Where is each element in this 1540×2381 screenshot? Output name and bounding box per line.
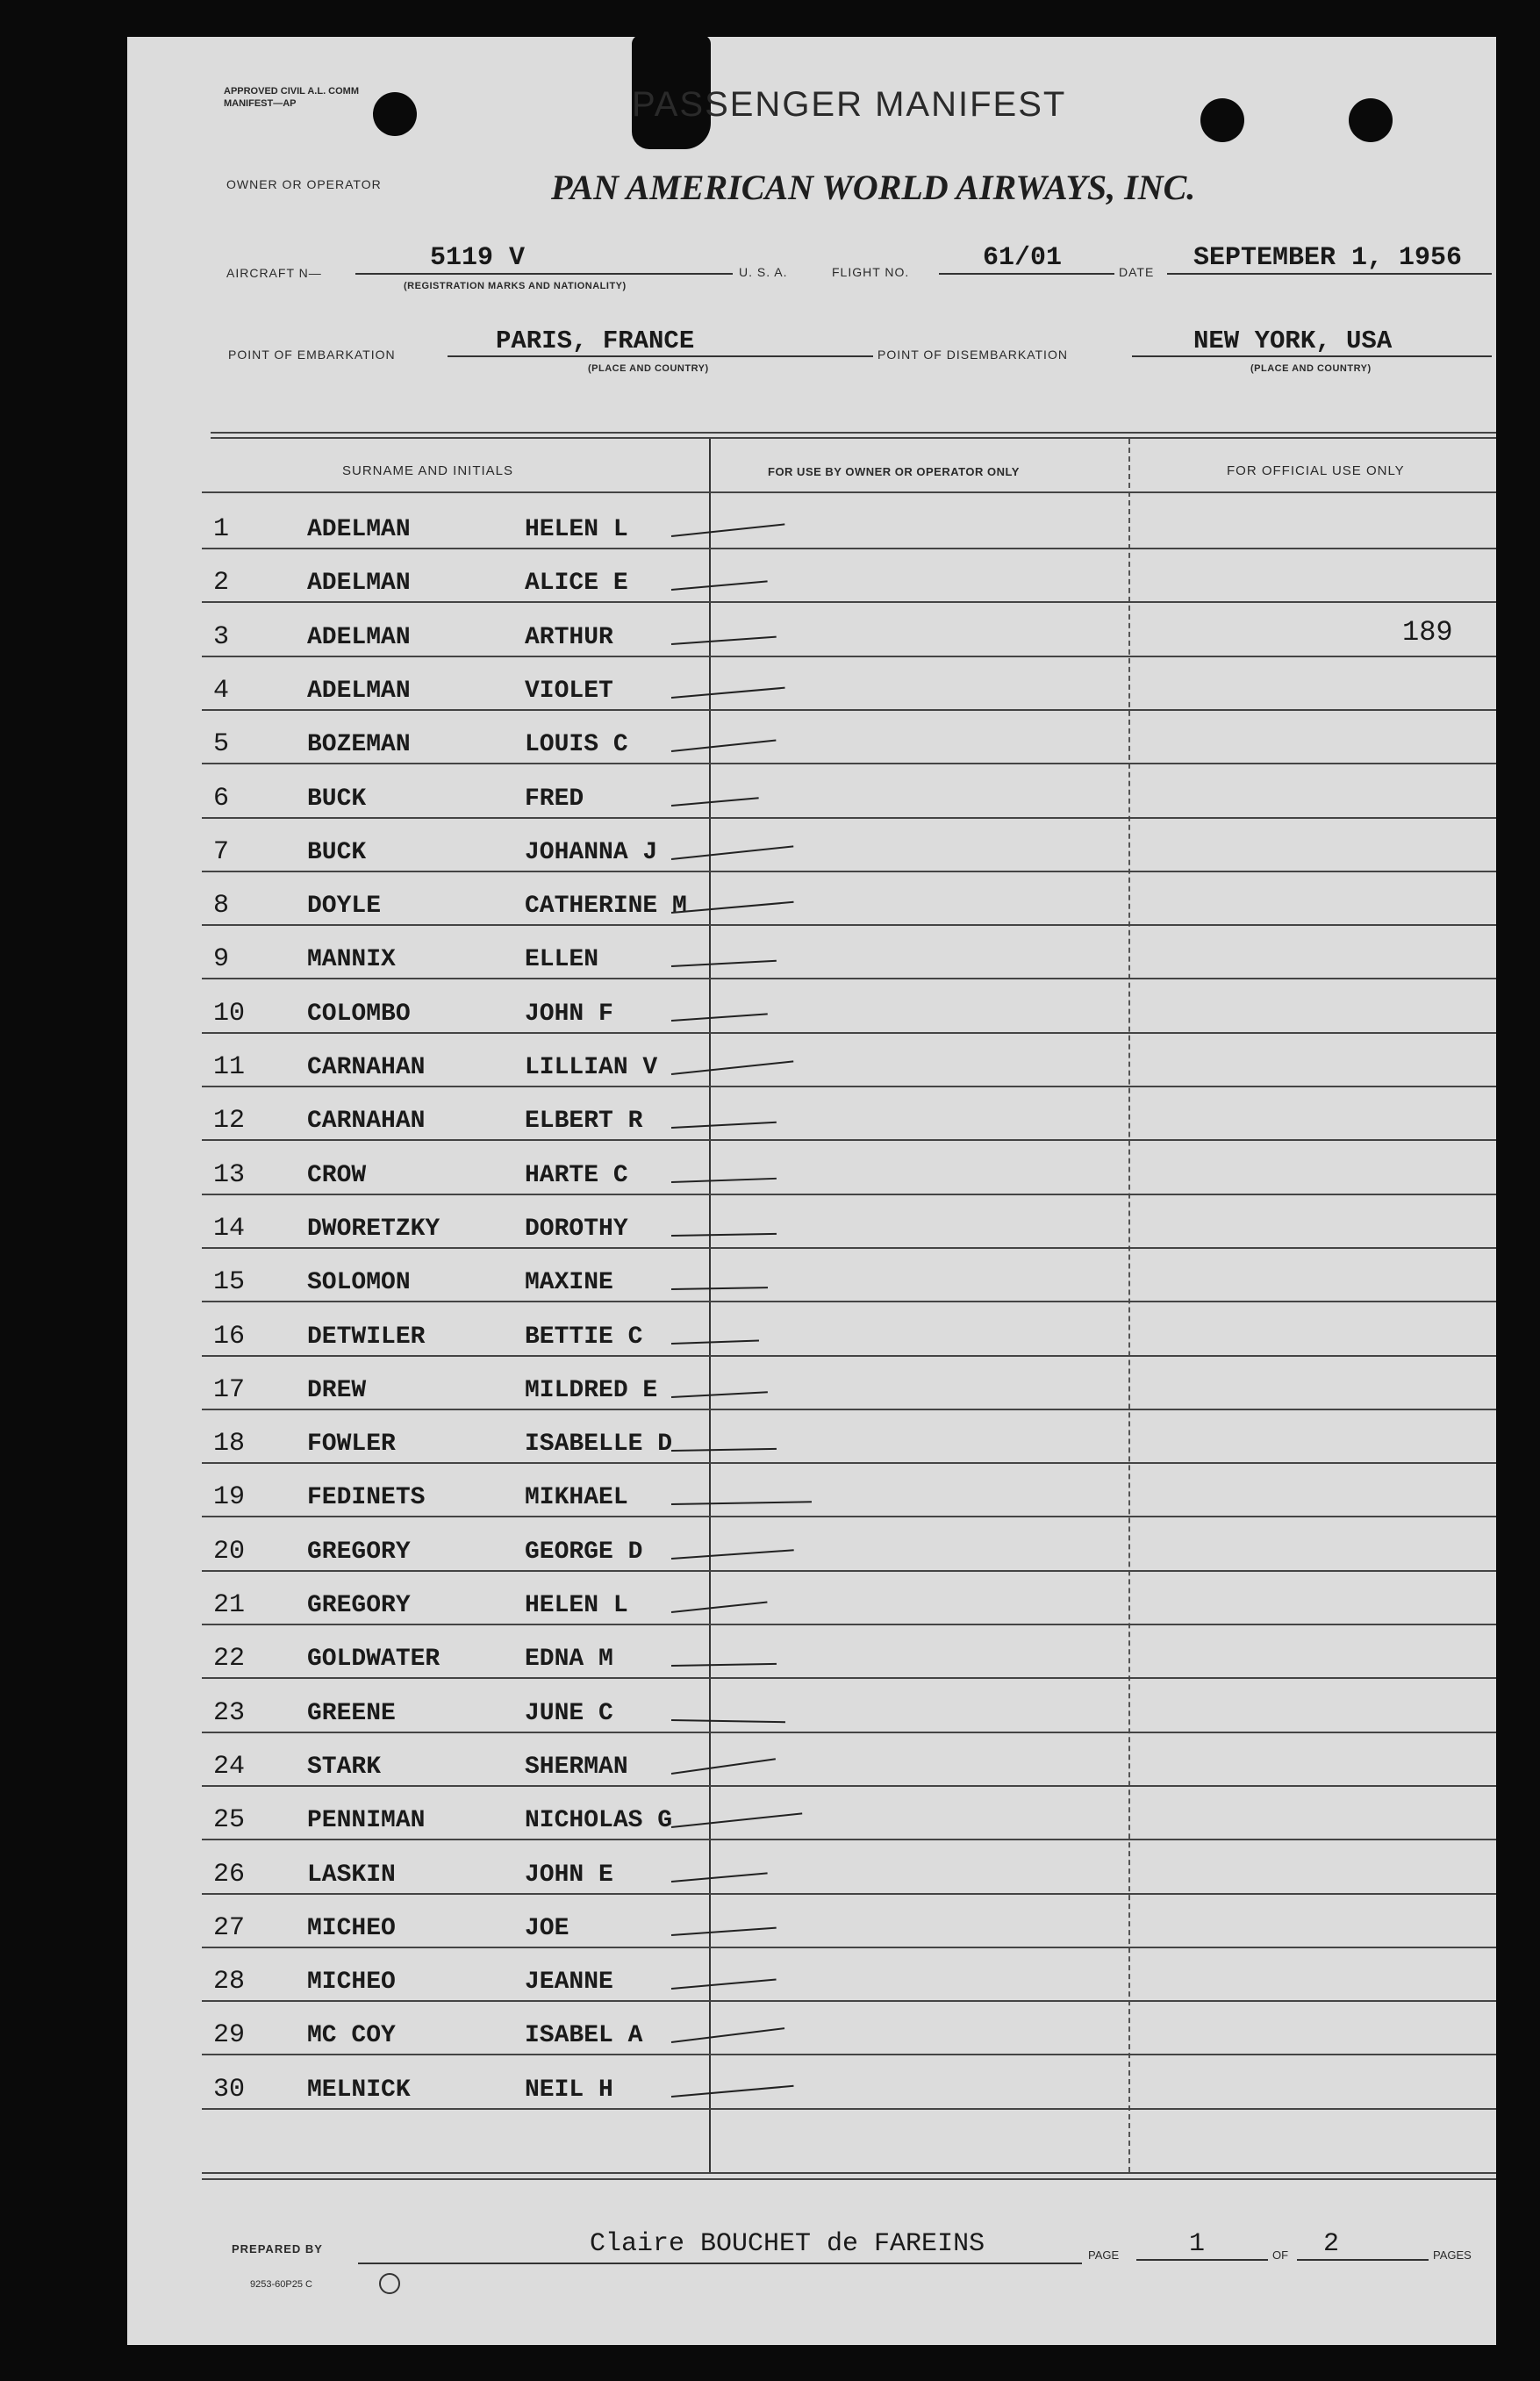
row-number: 25 — [213, 1805, 246, 1836]
flight-label: FLIGHT NO. — [832, 265, 910, 279]
row-number: 7 — [213, 836, 230, 867]
passenger-given-name: LOUIS C — [525, 731, 628, 759]
row-number: 23 — [213, 1697, 246, 1728]
row-number: 21 — [213, 1590, 246, 1620]
row-number: 20 — [213, 1536, 246, 1567]
union-bug-icon — [379, 2273, 400, 2294]
passenger-surname: STARK — [307, 1753, 382, 1781]
row-rule — [202, 1355, 1496, 1357]
passenger-surname: MELNICK — [307, 2076, 411, 2104]
passenger-given-name: NICHOLAS G — [525, 1807, 673, 1835]
row-rule — [202, 1301, 1496, 1302]
passenger-surname: MICHEO — [307, 1969, 396, 1997]
passenger-surname: GOLDWATER — [307, 1646, 441, 1674]
passenger-given-name: NEIL H — [525, 2076, 613, 2104]
passenger-given-name: SHERMAN — [525, 1753, 628, 1781]
row-rule — [202, 1785, 1496, 1787]
passenger-surname: DETWILER — [307, 1323, 426, 1351]
row-number: 10 — [213, 998, 246, 1029]
aircraft-label: AIRCRAFT N— — [226, 266, 322, 280]
row-rule — [202, 1839, 1496, 1840]
passenger-given-name: ARTHUR — [525, 623, 613, 651]
row-number: 11 — [213, 1052, 246, 1082]
approval-note: APPROVED CIVIL A.L. COMM MANIFEST—AP — [224, 86, 360, 109]
official-note: 189 — [1402, 616, 1453, 649]
prepared-value: Claire BOUCHET de FAREINS — [590, 2229, 985, 2259]
row-rule — [202, 709, 1496, 711]
row-rule — [202, 924, 1496, 926]
passenger-surname: ADELMAN — [307, 623, 411, 651]
punch-hole — [1349, 98, 1393, 142]
date-value: SEPTEMBER 1, 1956 — [1167, 243, 1492, 275]
aircraft-caption: (REGISTRATION MARKS AND NATIONALITY) — [404, 281, 627, 291]
passenger-surname: BUCK — [307, 838, 367, 866]
passenger-given-name: JUNE C — [525, 1699, 613, 1727]
row-rule — [202, 1732, 1496, 1733]
row-rule — [202, 817, 1496, 819]
row-rule — [202, 1462, 1496, 1464]
row-number: 17 — [213, 1374, 246, 1405]
row-rule — [202, 1032, 1496, 1034]
row-number: 29 — [213, 2020, 246, 2051]
row-rule — [202, 1893, 1496, 1895]
row-number: 8 — [213, 891, 230, 922]
row-rule — [202, 763, 1496, 764]
passenger-given-name: MAXINE — [525, 1269, 613, 1297]
manifest-sheet — [127, 37, 1496, 2345]
form-title: PASSENGER MANIFEST — [632, 85, 1067, 124]
passenger-surname: DWORETZKY — [307, 1215, 441, 1243]
passenger-given-name: EDNA M — [525, 1646, 613, 1674]
row-number: 26 — [213, 1859, 246, 1890]
passenger-surname: FEDINETS — [307, 1484, 426, 1512]
row-number: 24 — [213, 1751, 246, 1782]
row-number: 22 — [213, 1644, 246, 1675]
row-number: 27 — [213, 1912, 246, 1943]
row-rule — [202, 1247, 1496, 1249]
passenger-surname: GREENE — [307, 1699, 396, 1727]
passenger-given-name: ISABELLE D — [525, 1431, 673, 1459]
passenger-given-name: HARTE C — [525, 1161, 628, 1189]
passenger-surname: ADELMAN — [307, 677, 411, 705]
row-number: 13 — [213, 1159, 246, 1190]
passenger-surname: CARNAHAN — [307, 1054, 426, 1081]
passenger-given-name: JOHN E — [525, 1861, 613, 1889]
row-rule — [202, 1624, 1496, 1625]
row-rule — [202, 1516, 1496, 1517]
row-rule — [202, 978, 1496, 979]
passenger-given-name: BETTIE C — [525, 1323, 643, 1351]
row-rule — [202, 1570, 1496, 1572]
passenger-given-name: ALICE E — [525, 570, 628, 598]
row-rule — [202, 1139, 1496, 1141]
disembark-caption: (PLACE AND COUNTRY) — [1250, 363, 1372, 374]
form-code: 9253-60P25 C — [250, 2279, 312, 2290]
passenger-given-name: CATHERINE M — [525, 893, 687, 921]
page-value: 1 — [1136, 2229, 1268, 2261]
row-rule — [202, 2054, 1496, 2055]
passenger-given-name: DOROTHY — [525, 1215, 628, 1243]
row-number: 6 — [213, 783, 230, 814]
passenger-given-name: ISABEL A — [525, 2022, 643, 2050]
passenger-surname: GREGORY — [307, 1538, 411, 1566]
date-label: DATE — [1119, 265, 1155, 279]
passenger-given-name: GEORGE D — [525, 1538, 643, 1566]
passenger-surname: MC COY — [307, 2022, 396, 2050]
passenger-given-name: LILLIAN V — [525, 1054, 658, 1081]
passenger-given-name: MIKHAEL — [525, 1484, 628, 1512]
row-number: 2 — [213, 568, 230, 599]
column-divider — [1128, 439, 1130, 2172]
disembark-label: POINT OF DISEMBARKATION — [877, 348, 1068, 362]
passenger-given-name: ELLEN — [525, 946, 599, 974]
row-rule — [202, 871, 1496, 872]
embark-label: POINT OF EMBARKATION — [228, 348, 396, 362]
row-number: 14 — [213, 1213, 246, 1244]
passenger-given-name: VIOLET — [525, 677, 613, 705]
row-rule — [202, 1409, 1496, 1410]
passenger-surname: BOZEMAN — [307, 731, 411, 759]
passenger-surname: DREW — [307, 1376, 367, 1404]
passenger-given-name: JOHN F — [525, 1000, 613, 1028]
pages-label: PAGES — [1433, 2248, 1472, 2262]
row-rule — [202, 1677, 1496, 1679]
row-number: 30 — [213, 2074, 246, 2105]
passenger-surname: ADELMAN — [307, 516, 411, 543]
passenger-surname: ADELMAN — [307, 570, 411, 598]
row-rule — [202, 2000, 1496, 2002]
header-rule — [202, 491, 1496, 493]
passenger-surname: COLOMBO — [307, 1000, 411, 1028]
row-rule — [202, 2108, 1496, 2110]
row-number: 18 — [213, 1429, 246, 1459]
flight-value: 61/01 — [939, 243, 1114, 275]
row-number: 4 — [213, 675, 230, 706]
of-label: OF — [1272, 2248, 1289, 2262]
row-number: 3 — [213, 621, 230, 652]
header-official-use: FOR OFFICIAL USE ONLY — [1227, 463, 1405, 478]
table-bottom-rule — [202, 2172, 1496, 2180]
embark-caption: (PLACE AND COUNTRY) — [588, 363, 709, 374]
passenger-surname: MANNIX — [307, 946, 396, 974]
passenger-surname: PENNIMAN — [307, 1807, 426, 1835]
disembark-value: NEW YORK, USA — [1132, 326, 1492, 357]
embark-value: PARIS, FRANCE — [448, 326, 873, 357]
column-divider — [709, 439, 711, 2172]
aircraft-value: 5119 V — [355, 243, 733, 275]
usa-label: U. S. A. — [739, 265, 788, 279]
passenger-surname: CROW — [307, 1161, 367, 1189]
passenger-given-name: HELEN L — [525, 516, 628, 543]
passenger-surname: FOWLER — [307, 1431, 396, 1459]
row-number: 12 — [213, 1106, 246, 1137]
header-name: SURNAME AND INITIALS — [342, 463, 514, 478]
passenger-given-name: JEANNE — [525, 1969, 613, 1997]
row-number: 1 — [213, 514, 230, 544]
passenger-given-name: FRED — [525, 785, 584, 813]
passenger-surname: DOYLE — [307, 893, 382, 921]
prepared-label: PREPARED BY — [232, 2242, 323, 2255]
row-rule — [202, 656, 1496, 657]
passenger-surname: LASKIN — [307, 1861, 396, 1889]
row-rule — [202, 601, 1496, 603]
punch-hole — [1200, 98, 1244, 142]
of-value: 2 — [1297, 2229, 1429, 2261]
row-rule — [202, 1194, 1496, 1195]
row-number: 28 — [213, 1967, 246, 1997]
header-owner-use: FOR USE BY OWNER OR OPERATOR ONLY — [768, 465, 1020, 478]
row-number: 16 — [213, 1321, 246, 1352]
passenger-surname: SOLOMON — [307, 1269, 411, 1297]
operator-name: PAN AMERICAN WORLD AIRWAYS, INC. — [551, 168, 1196, 207]
passenger-surname: MICHEO — [307, 1914, 396, 1942]
prepared-line — [358, 2263, 1082, 2264]
row-number: 19 — [213, 1482, 246, 1513]
passenger-given-name: ELBERT R — [525, 1108, 643, 1136]
row-rule — [202, 1086, 1496, 1087]
passenger-given-name: MILDRED E — [525, 1376, 658, 1404]
passenger-surname: GREGORY — [307, 1592, 411, 1619]
passenger-given-name: JOHANNA J — [525, 838, 658, 866]
row-number: 9 — [213, 944, 230, 975]
page-label: PAGE — [1088, 2248, 1120, 2262]
row-rule — [202, 548, 1496, 549]
row-number: 5 — [213, 729, 230, 760]
row-rule — [202, 1947, 1496, 1948]
table-top-rule — [211, 432, 1496, 439]
passenger-given-name: HELEN L — [525, 1592, 628, 1619]
row-number: 15 — [213, 1267, 246, 1298]
owner-label: OWNER OR OPERATOR — [226, 177, 382, 191]
passenger-surname: BUCK — [307, 785, 367, 813]
passenger-surname: CARNAHAN — [307, 1108, 426, 1136]
passenger-given-name: JOE — [525, 1914, 569, 1942]
